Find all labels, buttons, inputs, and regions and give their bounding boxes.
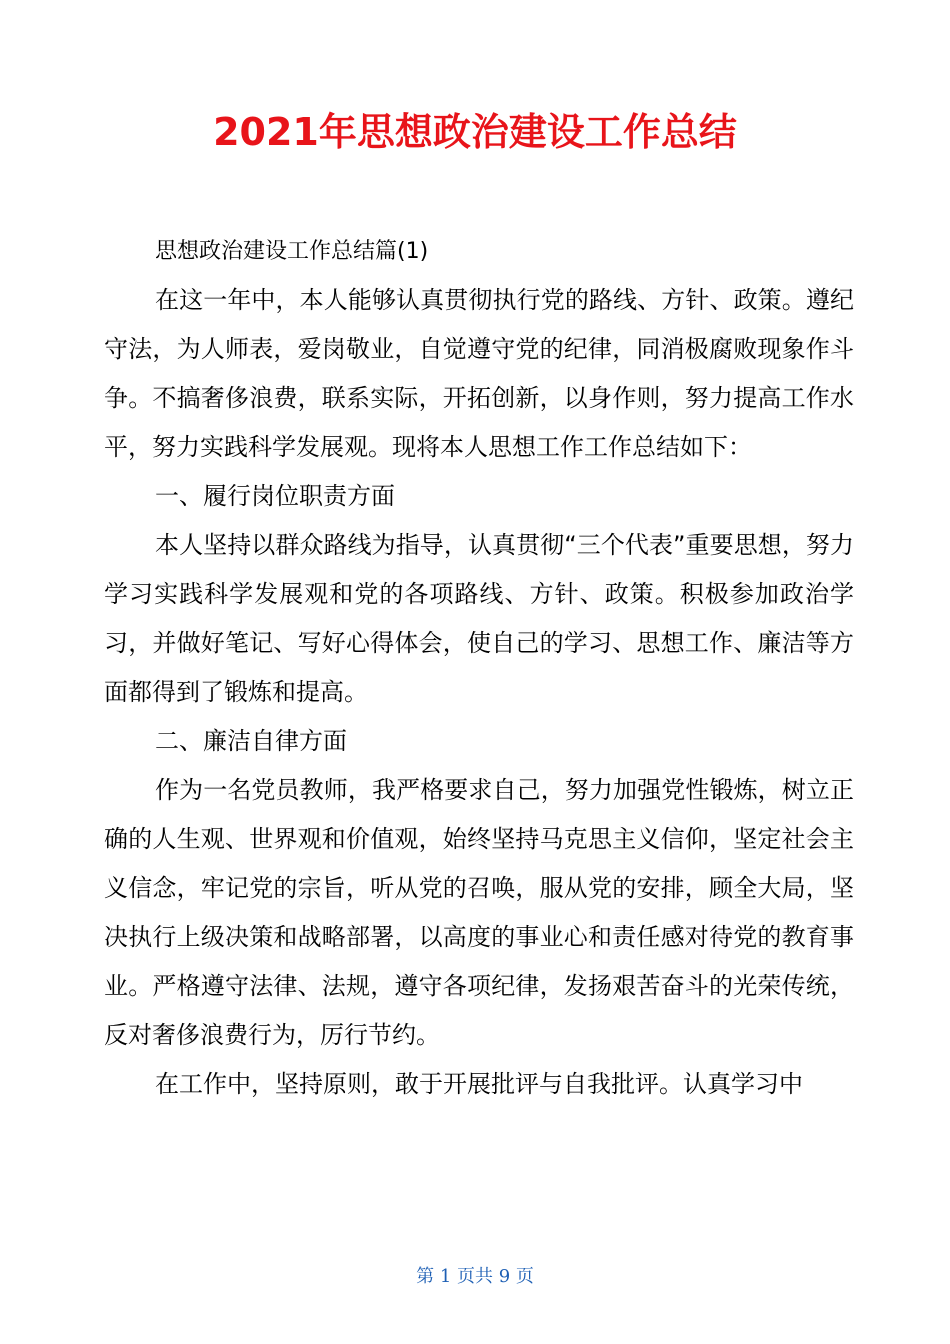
paragraph-integrity: 作为一名党员教师，我严格要求自己，努力加强党性锻炼，树立正确的人生观、世界观和价值观，始终坚持马克思主义信仰，坚定社会主义信念，牢记党的宗旨，听从党的召唤，服从党的安排，顾全大局，坚决执行上级决策和战略部署，以高度的事业心和责任感对待党的教育事业。严格遵守法律、法规，遵守各项纪律，发扬艰苦奋斗的光荣传统，反对奢侈浪费行为，厉行节约。 bbox=[104, 776, 854, 1049]
document-body bbox=[104, 227, 854, 1109]
paragraph-duties: 本人坚持以群众路线为指导，认真贯彻“三个代表”重要思想，努力学习实践科学发展观和党的各项路线、方针、政策。积极参加政治学习，并做好笔记、写好心得体会，使自己的学习、思想工作、廉洁等方面都得到了锻炼和提高。 bbox=[104, 531, 854, 706]
paragraph-work: 在工作中，坚持原则，敢于开展批评与自我批评。认真学习中 bbox=[155, 1070, 803, 1098]
document-subtitle: 思想政治建设工作总结篇(1) bbox=[155, 239, 429, 264]
section-heading-duties: 一、履行岗位职责方面 bbox=[155, 482, 395, 510]
document-title: 2021年思想政治建设工作总结 bbox=[213, 110, 737, 154]
page-number-footer: 第 1 页共 9 页 bbox=[416, 1266, 534, 1287]
section-heading-integrity: 二、廉洁自律方面 bbox=[155, 727, 347, 755]
paragraph-intro: 在这一年中，本人能够认真贯彻执行党的路线、方针、政策。遵纪守法，为人师表，爱岗敬业，自觉遵守党的纪律，同消极腐败现象作斗争。不搞奢侈浪费，联系实际，开拓创新，以身作则，努力提高工作水平，努力实践科学发展观。现将本人思想工作工作总结如下： bbox=[104, 286, 854, 461]
